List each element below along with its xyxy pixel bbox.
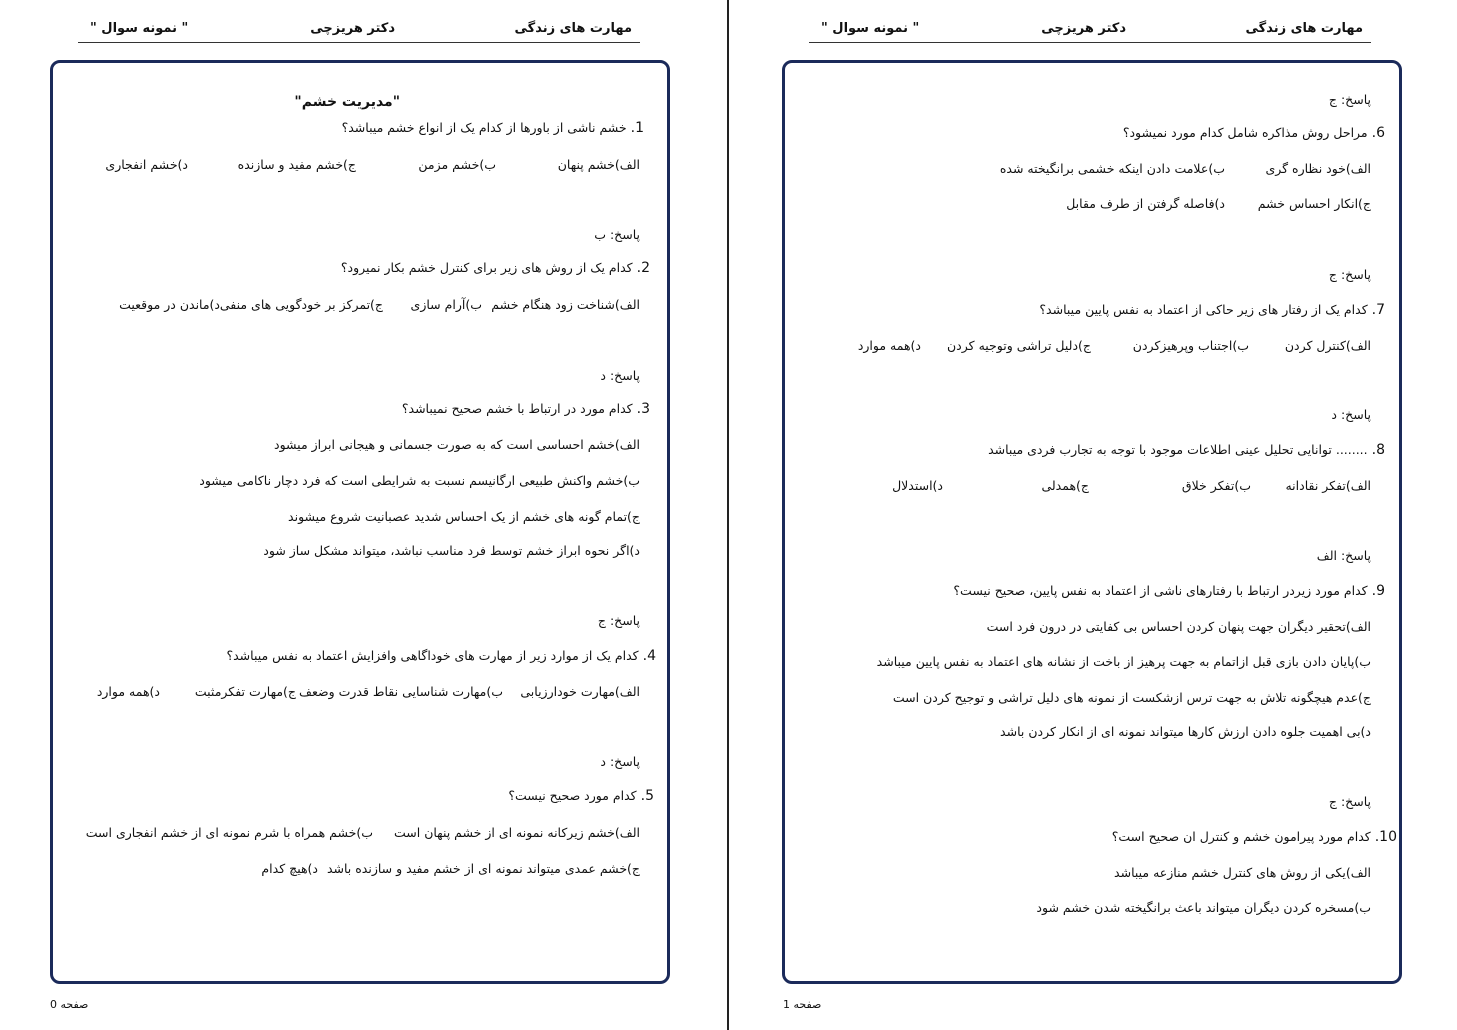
page-header [78, 18, 640, 43]
option-b: ب)پایان دادن بازی قبل ازاتمام به جهت پرهیز از باخت از نشانه های اعتماد به نفس پایین میباشد [876, 654, 1371, 669]
option-a: الف)خشم پنهان [557, 157, 640, 172]
option-d: د)ماندن در موقعیت [119, 297, 220, 312]
option-a: الف)خشم احساسی است که به صورت جسمانی و هیجانی ابراز میشود [274, 437, 640, 452]
option-a: الف)خشم زیرکانه نمونه ای از خشم پنهان است [394, 825, 640, 840]
question-2: 2. کدام یک از روش های زیر برای کنترل خشم بکار نمیرود؟ [340, 260, 650, 276]
option-b: ب)مسخره کردن دیگران میتواند باعث برانگیخته شدن خشم شود [1036, 900, 1371, 915]
option-b: ب)اجتناب وپرهیزکردن [1132, 338, 1249, 353]
document-page-right [729, 0, 1457, 1030]
option-d: د)همه موارد [857, 338, 921, 353]
option-c: ج)عدم هیچگونه تلاش به جهت ترس ازشکست از نمونه های دلیل تراشی و توجیح کردن است [892, 690, 1371, 705]
header-author: دکتر هریزچی [1041, 21, 1126, 36]
question-6: 6. مراحل روش مذاکره شامل کدام مورد نمیشود؟ [1122, 125, 1385, 141]
option-d: د)بی اهمیت جلوه دادن ارزش کارها میتواند نمونه ای از انکار کردن باشد [1000, 724, 1371, 739]
page-header [809, 18, 1371, 43]
question-1: 1. خشم ناشی از باورها از کدام یک از انواع خشم میباشد؟ [341, 120, 644, 136]
question-4: 4. کدام یک از موارد زیر از مهارت های خوداگاهی وافزایش اعتماد به نفس میباشد؟ [226, 648, 656, 664]
option-b: ب)خشم همراه با شرم نمونه ای از خشم انفجاری است [85, 825, 373, 840]
answer: پاسخ: د [600, 754, 640, 769]
document-page-left [0, 0, 728, 1030]
header-course-title: مهارت های زندگی [1245, 21, 1363, 36]
option-d: د)اگر نحوه ابراز خشم توسط فرد مناسب نباشد، میتواند مشکل ساز شود [263, 543, 640, 558]
answer: پاسخ: الف [1316, 548, 1371, 563]
option-d: د)همه موارد [96, 684, 160, 699]
option-b: ب)آرام سازی [410, 297, 482, 312]
question-9: 9. کدام مورد زیردر ارتباط با رفتارهای ناشی از اعتماد به نفس پایین، صحیح نیست؟ [953, 583, 1385, 599]
option-b: ب)تفکر خلاق [1181, 478, 1251, 493]
option-a: الف)تفکر نقادانه [1285, 478, 1371, 493]
page-number: صفحه 1 [783, 998, 822, 1011]
question-10: 10. کدام مورد پیرامون خشم و کنترل ان صحیح است؟ [1111, 829, 1397, 845]
option-a: الف)تحقیر دیگران جهت پنهان کردن احساس بی کفایتی در درون فرد است [986, 619, 1371, 634]
option-d: د)هیچ کدام [261, 861, 318, 876]
option-a: الف)شناخت زود هنگام خشم [491, 297, 640, 312]
option-a: الف)کنترل کردن [1284, 338, 1371, 353]
option-b: ب)مهارت شناسایی نقاط قدرت وضعف [299, 684, 503, 699]
option-d: د)استدلال [892, 478, 943, 493]
option-c: ج)همدلی [1041, 478, 1089, 493]
option-b: ب)خشم مزمن [418, 157, 496, 172]
question-8: 8. ........ توانایی تحلیل عینی اطلاعات موجود با توجه به تجارب فردی میباشد [988, 442, 1385, 458]
option-c: ج)خشم عمدی میتواند نمونه ای از خشم مفید و سازنده باشد [326, 861, 640, 876]
option-b: ب)خشم واکنش طبیعی ارگانیسم نسبت به شرایطی است که فرد دچار ناکامی میشود [199, 473, 640, 488]
option-d: د)خشم انفجاری [105, 157, 188, 172]
header-author: دکتر هریزچی [310, 21, 395, 36]
option-c: ج)خشم مفید و سازنده [237, 157, 356, 172]
option-c: ج)انکار احساس خشم [1257, 196, 1371, 211]
option-b: ب)علامت دادن اینکه خشمی برانگیخته شده [999, 161, 1225, 176]
answer: پاسخ: ج [1328, 794, 1371, 809]
header-sample-label: " نمونه سوال " [90, 21, 189, 36]
question-7: 7. کدام یک از رفتار های زیر حاکی از اعتماد به نفس پایین میباشد؟ [1039, 302, 1385, 318]
option-d: د)فاصله گرفتن از طرف مقابل [1066, 196, 1225, 211]
option-a: الف)مهارت خودارزیابی [520, 684, 640, 699]
header-sample-label: " نمونه سوال " [821, 21, 920, 36]
answer: پاسخ: ج [1328, 267, 1371, 282]
page-title: "مدیریت خشم" [294, 94, 400, 110]
question-5: 5. کدام مورد صحیح نیست؟ [508, 788, 654, 804]
answer: پاسخ: د [1331, 407, 1371, 422]
option-a: الف)یکی از روش های کنترل خشم منازعه میباشد [1114, 865, 1371, 880]
answer: پاسخ: ج [597, 613, 640, 628]
option-c: ج)مهارت تفکرمثبت [194, 684, 296, 699]
option-c: ج)تمام گونه های خشم از یک احساس شدید عصبانیت شروع میشوند [288, 509, 640, 524]
answer: پاسخ: ج [1328, 92, 1371, 107]
answer: پاسخ: ب [594, 227, 640, 242]
question-3: 3. کدام مورد در ارتباط با خشم صحیح نمیباشد؟ [401, 401, 650, 417]
option-a: الف)خود نظاره گری [1265, 161, 1371, 176]
option-c: ج)دلیل تراشی وتوجیه کردن [947, 338, 1091, 353]
header-course-title: مهارت های زندگی [514, 21, 632, 36]
option-c: ج)تمرکز بر خودگویی های منفی [219, 297, 383, 312]
page-number: صفحه 0 [50, 998, 89, 1011]
answer: پاسخ: د [600, 368, 640, 383]
